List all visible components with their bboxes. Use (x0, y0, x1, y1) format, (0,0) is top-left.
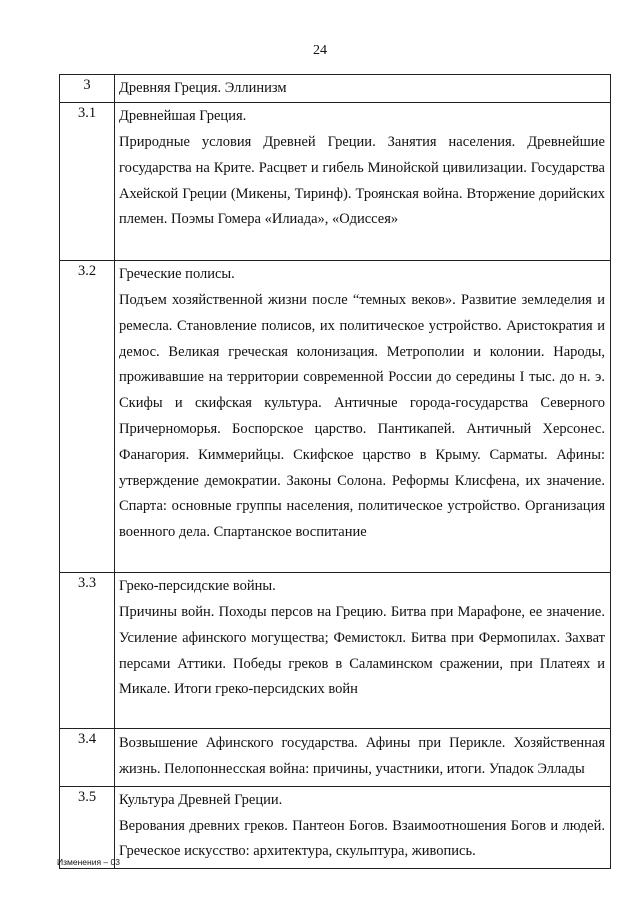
row-content (115, 786, 611, 869)
row-number: 3.5 (60, 786, 115, 869)
table-row (60, 786, 611, 869)
row-body: Подъем хозяйственной жизни после “темных веков». Развитие земледелия и ремесла. Становление полисов, их политическое устройство. Аристократия и демос. Великая греческая колонизация. Метрополии и колонии. Народы, проживавшие на территории современной России до середины I тыс. до н. э. Скифы и скифская культура. Античные города-государства Северного Причерноморья. Боспорское царство. Пантикапей. Античный Херсонес. Фанагория. Киммерийцы. Скифское царство в Крыму. Сарматы. Афины: утверждение демократии. Законы Солона. Реформы Клисфена, их значение. Спарта: основные группы населения, политическое устройство. Организация военного дела. Спартанское воспитание (119, 292, 605, 541)
row-content (115, 75, 611, 103)
row-content (115, 261, 611, 573)
table-row (60, 261, 611, 573)
row-title: Древняя Греция. Эллинизм (119, 80, 287, 96)
row-body: Природные условия Древней Греции. Занятия населения. Древнейшие государства на Крите. Расцвет и гибель Минойской цивилизации. Государства Ахейской Греции (Микены, Тиринф). Троянская война. Вторжение дорийских племен. Поэмы Гомера «Илиада», «Одиссея» (119, 134, 605, 228)
table-row (60, 729, 611, 787)
row-title: Древнейшая Греция. (119, 108, 247, 124)
table-row (60, 573, 611, 729)
row-content (115, 573, 611, 729)
footer-revision: Изменения – 03 (57, 857, 120, 867)
row-number: 3.4 (60, 729, 115, 787)
row-body: Верования древних греков. Пантеон Богов. Взаимоотношения Богов и людей. Греческое искусство: архитектура, скульптура, живопись. (119, 817, 605, 860)
curriculum-table (59, 74, 611, 869)
row-number: 3 (60, 75, 115, 103)
row-content (115, 103, 611, 261)
row-number: 3.2 (60, 261, 115, 573)
table-row (60, 75, 611, 103)
row-number: 3.3 (60, 573, 115, 729)
row-title: Возвышение Афинского государства. Афины при Перикле. Хозяйственная жизнь. Пелопоннесская война: причины, участники, итоги. Упадок Эллады (119, 735, 605, 777)
row-content (115, 729, 611, 787)
page-number: 24 (313, 43, 327, 58)
row-body: Причины войн. Походы персов на Грецию. Битва при Марафоне, ее значение. Усиление афинского могущества; Фемистокл. Битва при Фермопилах. Захват персами Аттики. Победы греков в Саламинском сражении, при Платеях и Микале. Итоги греко-персидских войн (119, 604, 605, 698)
row-title: Культура Древней Греции. (119, 791, 283, 808)
row-title: Греческие полисы. (119, 266, 235, 282)
row-title: Греко-персидские войны. (119, 578, 276, 594)
table-row (60, 103, 611, 261)
row-number: 3.1 (60, 103, 115, 261)
